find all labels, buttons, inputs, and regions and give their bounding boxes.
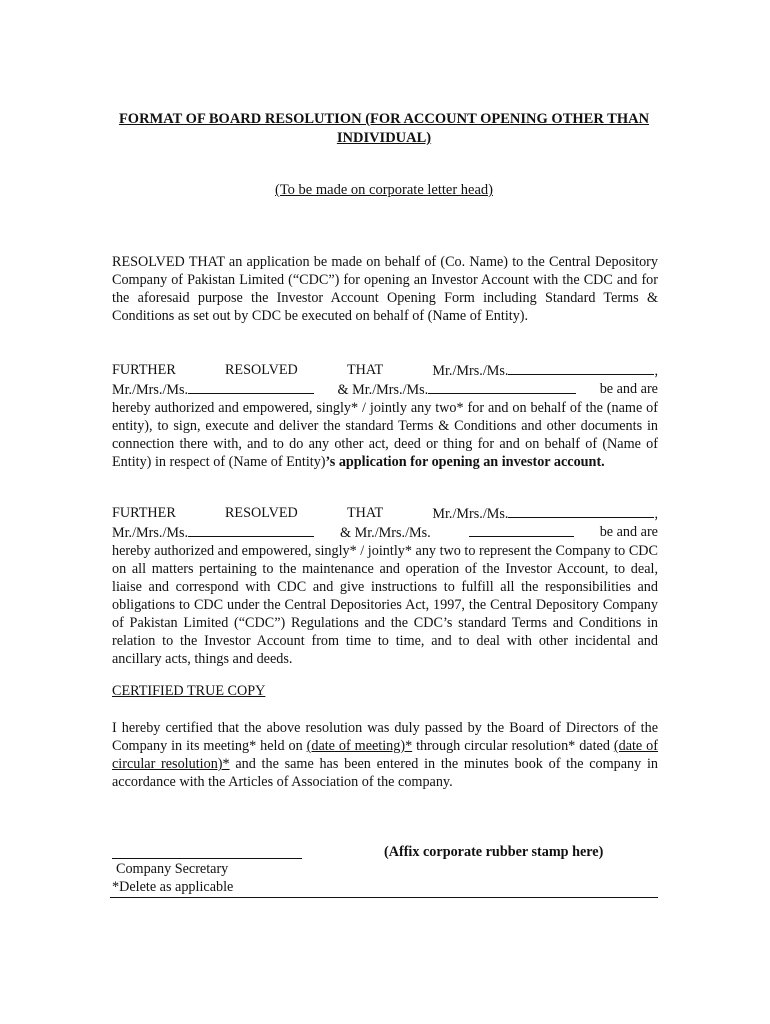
resolved-word: RESOLVED [224,362,298,378]
name-blank-6[interactable] [469,523,574,537]
resolution-2-body-bold: ’s application for opening an investor account. [325,454,605,470]
name-blank-3[interactable] [428,380,576,394]
further-word: FURTHER [112,362,176,378]
name-slot-6: & Mr./Mrs./Ms. [340,523,574,542]
resolution-2-line-2 [112,380,658,399]
be-and-are: be and are [599,524,658,540]
name-blank-1[interactable] [508,361,654,375]
date-of-circular-resolution: (date of circular resolution)* [112,738,658,772]
be-and-are: be and are [599,381,658,397]
signature-line [112,858,302,859]
resolution-paragraph-2 [112,361,658,471]
name-slot-4: Mr./Mrs./Ms. , [432,506,658,522]
resolution-2-line-1 [112,361,658,380]
certification-paragraph: I hereby certified that the above resolution was duly passed by the Board of Directors of the Company in its meeting* held on (date of meeting)* through circular resolution* dated (date of circular resolution)* and the same has been entered in the minutes book of the company in accordance with the Articles of Association of the company. [112,720,658,790]
resolution-paragraph-1: RESOLVED THAT an application be made on behalf of (Co. Name) to the Central Depository Company of Pakistan Limited (“CDC”) for opening an Investor Account with the CDC and for the aforesaid purpose the Investor Account Opening Form including Standard Terms & Conditions as set out by CDC be executed on behalf of (Name of Entity). [112,254,658,324]
name-slot-1: Mr./Mrs./Ms. , [432,363,658,379]
that-word: THAT [346,362,384,378]
name-blank-5[interactable] [188,523,314,537]
resolved-word: RESOLVED [224,505,298,521]
date-of-meeting: (date of meeting)* [306,738,413,754]
document-title: FORMAT OF BOARD RESOLUTION (FOR ACCOUNT OPENING OTHER THAN INDIVIDUAL) [118,111,650,146]
resolution-paragraph-3 [112,504,658,668]
bottom-divider [110,897,658,898]
that-word: THAT [346,505,384,521]
signatory-label: Company Secretary [116,861,229,877]
resolution-3-body: hereby authorized and empowered, singly* / jointly* any two to represent the Company to CDC on all matters pertaining to the maintenance and operation of the Investor Account, to deal, liaise and correspond with CDC and give instructions to fulfill all the responsibilities and obligations to CDC under the Central Depositories Act, 1997, the Central Depository Company of Pakistan Limited (“CDC”) Regulations and the CDC’s standard Terms and Conditions in relation to the Investor Account from time to time, and to deal with other incidental and ancillary acts, things and deeds. [112,543,658,667]
stamp-note: (Affix corporate rubber stamp here) [384,844,604,860]
delete-note: *Delete as applicable [112,879,234,895]
name-slot-2: Mr./Mrs./Ms. [112,380,314,399]
document-subtitle: (To be made on corporate letter head) [275,182,493,198]
resolution-2-body: hereby authorized and empowered, singly* / jointly any two* for and on behalf of the (name of entity), to sign, execute and deliver the standard Terms & Conditions and other documents in connection there with, and to do any other act, deed or thing for and on behalf of (Name of Entity) in respect of (Name of Entity)’s application for opening an investor account. [112,400,658,470]
name-blank-4[interactable] [508,504,654,518]
further-word: FURTHER [112,505,176,521]
name-slot-3: & Mr./Mrs./Ms. [338,380,577,399]
certified-heading: CERTIFIED TRUE COPY [112,683,266,699]
resolution-3-line-1 [112,504,658,523]
name-blank-2[interactable] [188,380,314,394]
resolution-3-line-2 [112,523,658,542]
name-slot-5: Mr./Mrs./Ms. [112,523,314,542]
